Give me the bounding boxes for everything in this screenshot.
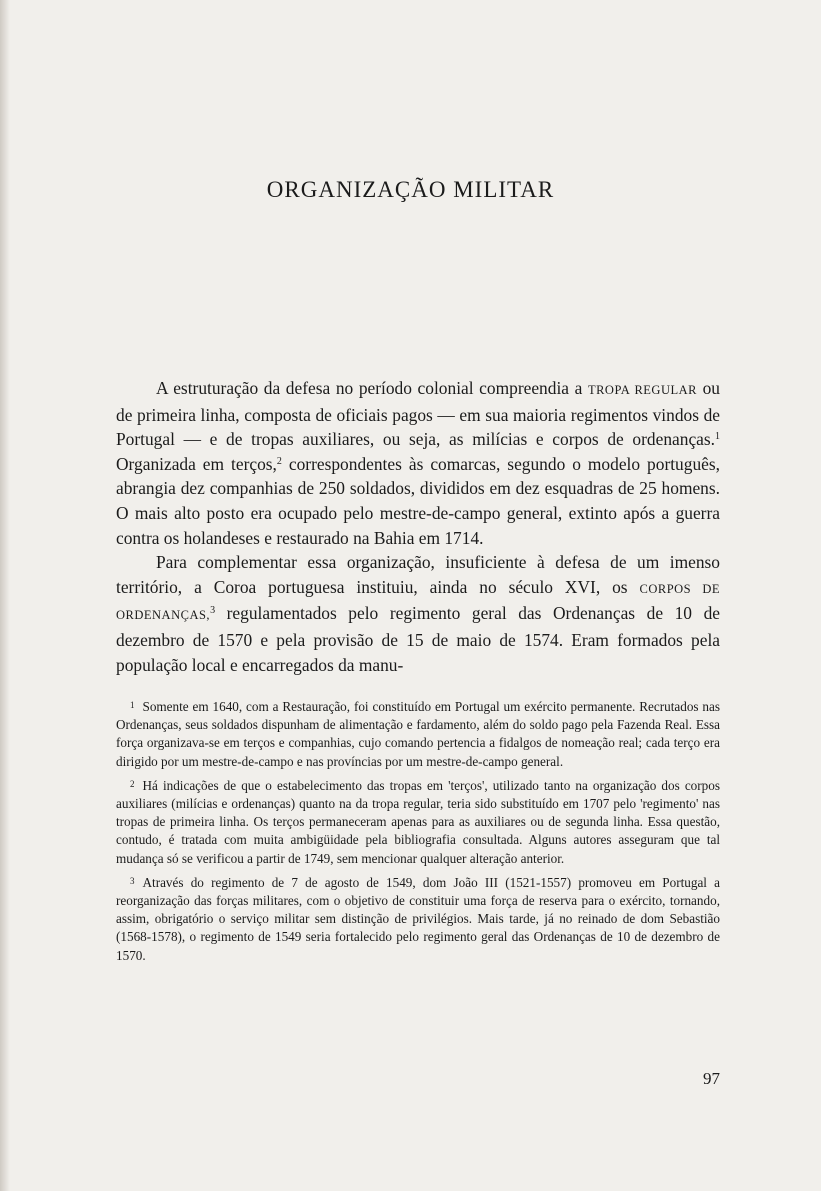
footnote-ref-2: 2 — [276, 455, 282, 467]
paragraph-1: A estruturação da defesa no período colonial compreendia a TROPA REGULAR ou de primeira linha, composta de oficiais pagos — em sua maioria regimentos vindos de Portugal — e de tropas auxiliares, ou seja, as milícias e corpos de ordenanças.$^1$ Organizada em terços,$^2$ correspondentes às comarcas, segundo o modelo português, abrangia dez companhias de 250 soldados, divididos em dez esquadras de 25 homens. O mais alto posto era ocupado pelo mestre-de-campo general, extinto após a guerra contra os holandeses e restaurado na Bahia em 1714. — [116, 378, 720, 548]
footnote-1: $^1$ Somente em 1640, com a Restauração, foi constituído em Portugal um exército permanente. Recrutados nas Ordenanças, seus soldados dispunham de alimentação e fardamento, além do soldo pago pela Fazenda Real. Essa força organizava-se em terços e companhias, cujo comando pertencia a fidalgos de nomeação real; cada terço era dirigido por um mestre-de-campo e nas províncias por um mestre-de-campo general. — [116, 699, 720, 769]
footnotes — [116, 696, 720, 969]
footnote-ref-1: 1 — [715, 431, 720, 443]
chapter-title: ORGANIZAÇÃO MILITAR — [266, 177, 555, 202]
footnote-3: $^3$ Através do regimento de 7 de agosto de 1549, dom João III (1521-1557) promoveu em Portugal a reorganização das forças militares, com o objetivo de constituir uma força de reserva para o exército, tornando, assim, obrigatório o serviço militar sem distinção de privilégios. Mais tarde, já no reinado de dom Sebastião (1568-1578), o regimento de 1549 seria fortalecido pelo regimento geral das Ordenanças de 10 de dezembro de 1570. — [116, 874, 720, 963]
paragraph-2: Para complementar essa organização, insuficiente à defesa de um imenso território, a Coroa portuguesa instituiu, ainda no século XVI, os CORPOS DE ORDENANÇAS,$^3$ regulamentados pelo regimento geral das Ordenanças de 10 de dezembro de 1570 e pela provisão de 15 de maio de 1574. Eram formados pela população local e encarregados da manu- — [116, 552, 720, 675]
footnote-ref-3: 3 — [210, 605, 216, 617]
main-text — [116, 376, 720, 677]
page-number: 97 — [703, 1069, 720, 1088]
term-corpos-de-ordenancas: CORPOS DE ORDENANÇAS, — [116, 581, 720, 623]
footnote-2: $^2$ Há indicações de que o estabelecimento das tropas em 'terços', utilizado tanto na organização dos corpos auxiliares (milícias e ordenanças) quanto na da tropa regular, teria sido substituído em 1707 pelo 'regimento' nas tropas de primeira linha. Os terços permaneceram apenas para as auxiliares ou de segunda linha. Essa questão, contudo, é tratada com muita ambigüidade pela bibliografia consultada. Alguns autores asseguram que tal mudança só se verificou a partir de 1749, sem mencionar qualquer alteração anterior. — [116, 777, 720, 866]
term-tropa-regular: TROPA REGULAR — [587, 383, 697, 397]
